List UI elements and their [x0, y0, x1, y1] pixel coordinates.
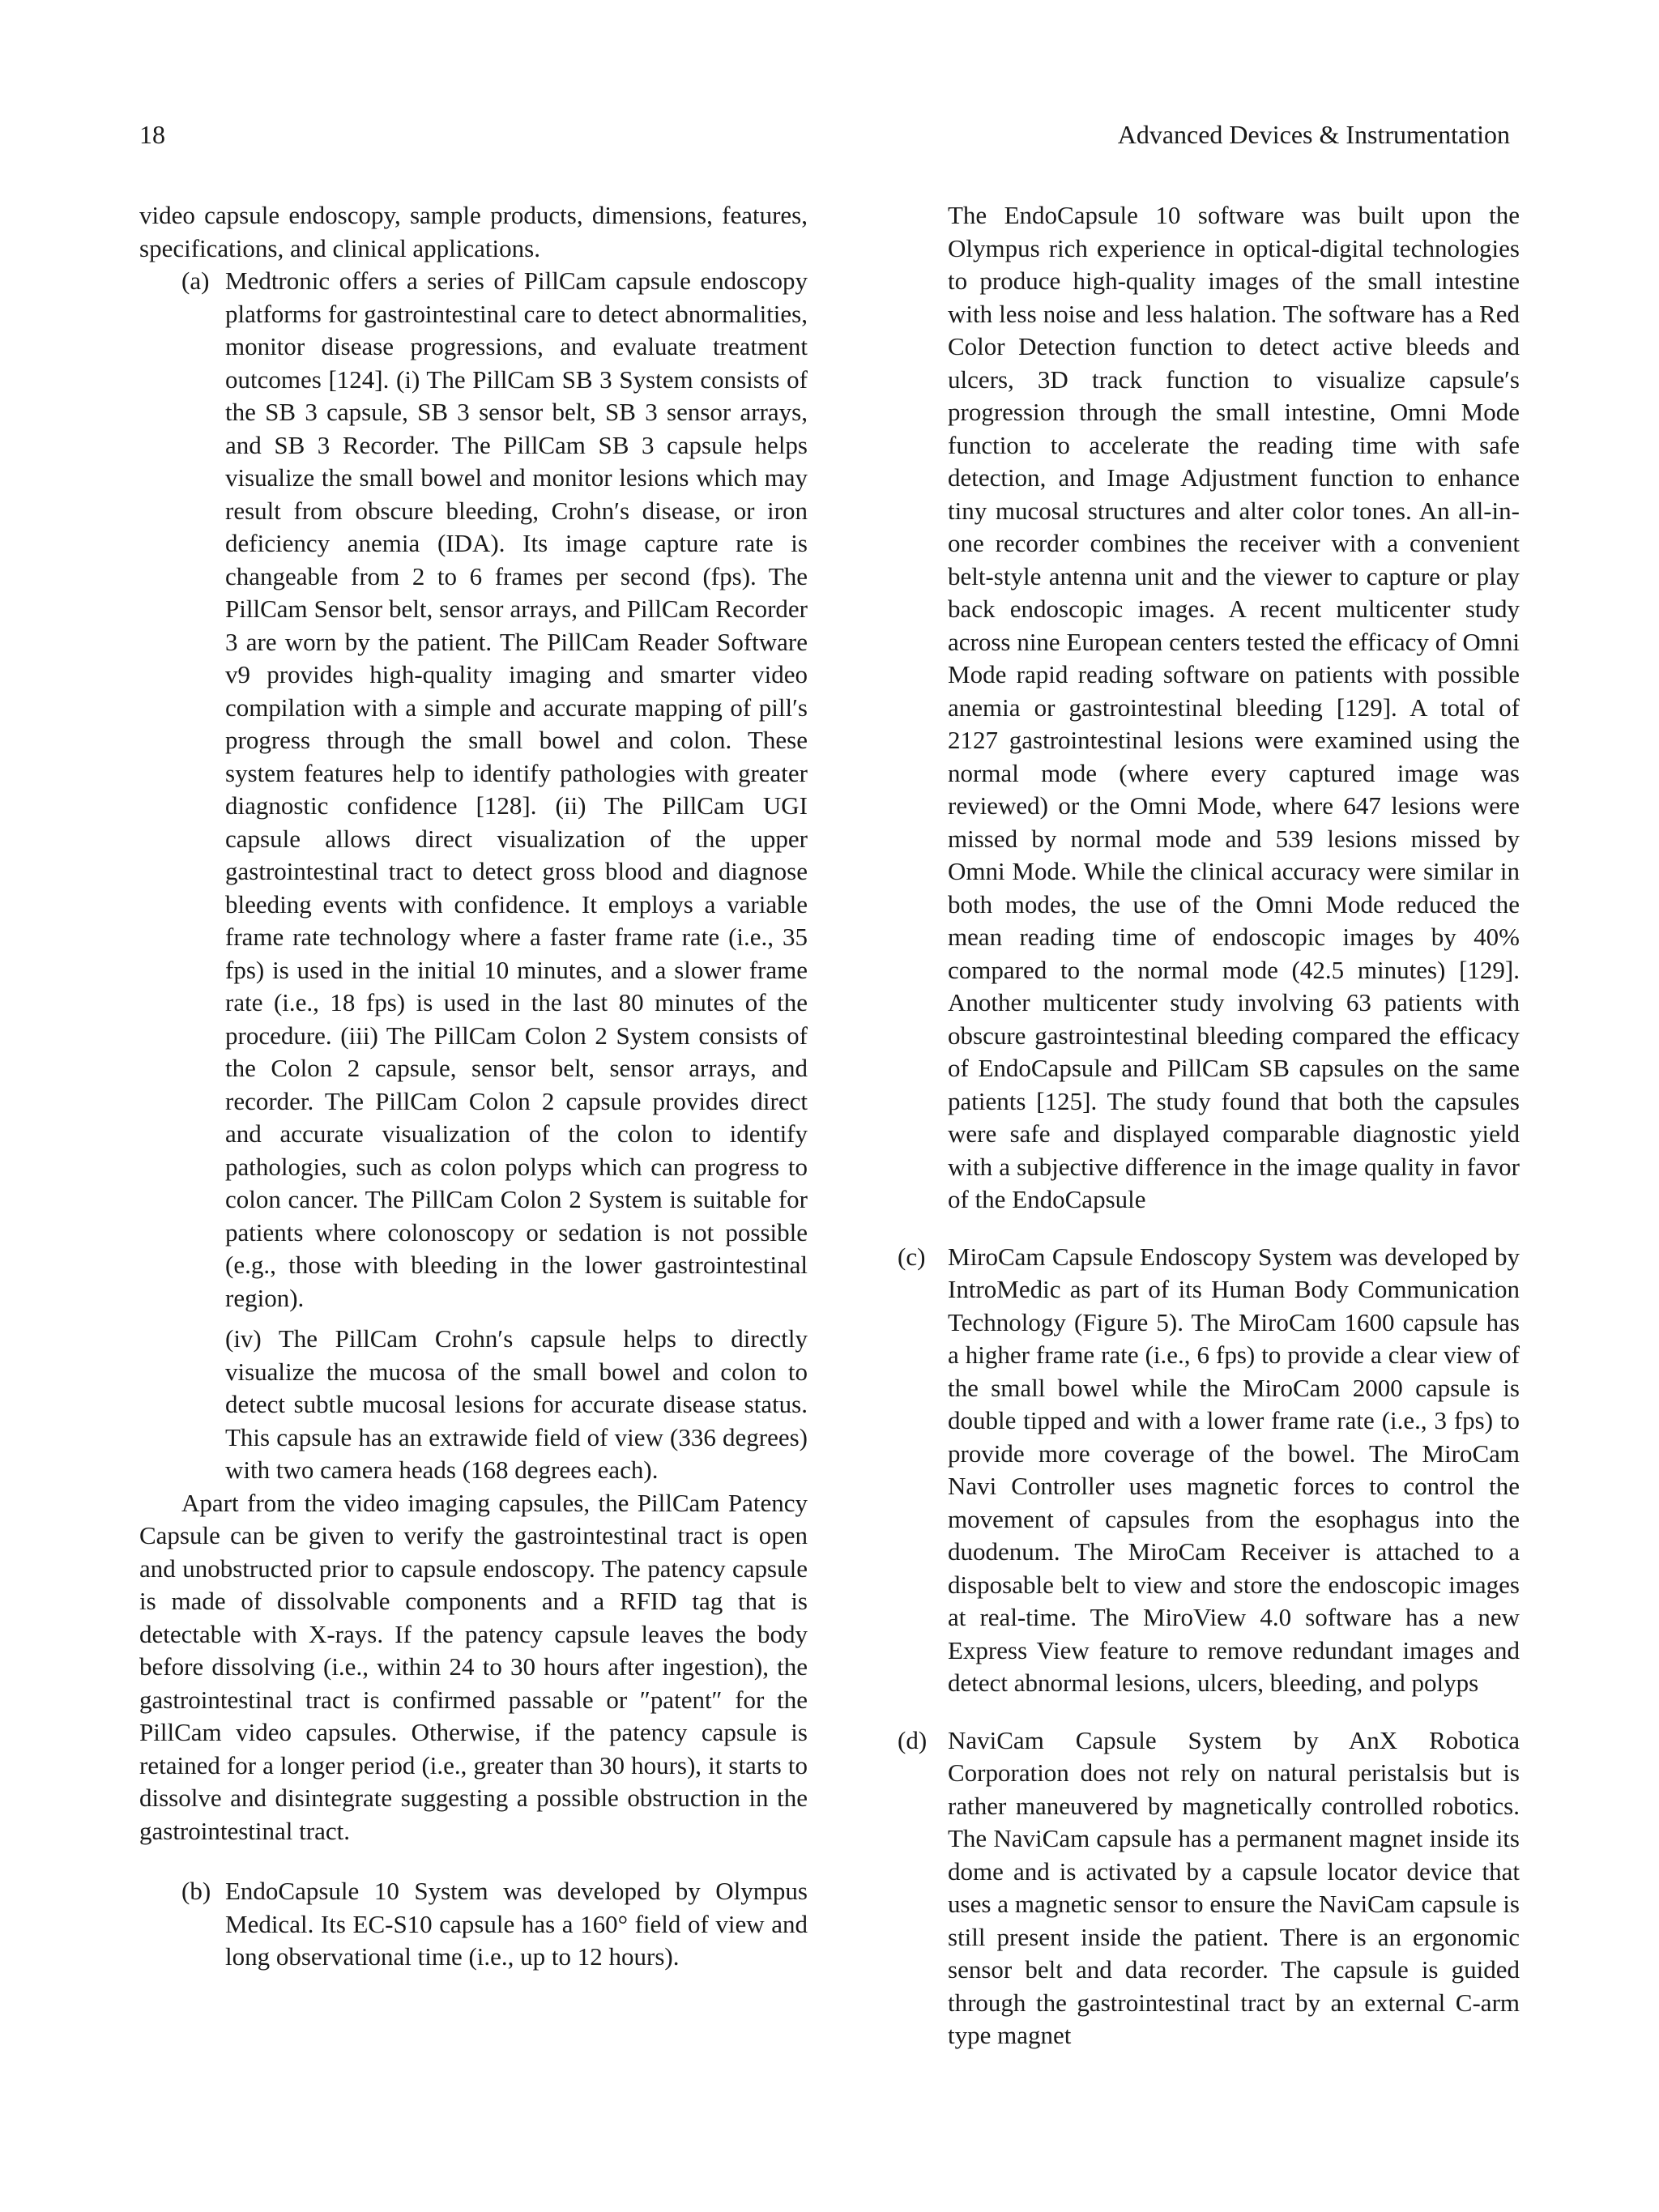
list-item-c: [898, 1241, 1520, 1700]
running-title: Advanced Devices & Instrumentation: [1117, 120, 1510, 149]
list-item-d-text: NaviCam Capsule System by AnX Robotica Corporation does not rely on natural peristalsis but is rather maneuvered by magnetically controlled robotics. The NaviCam capsule has a permanent magnet inside its dome and is activated by a capsule locator device that uses a magnetic sensor to ensure the NaviCam capsule is still present inside the patient. There is an ergonomic sensor belt and data recorder. The capsule is guided through the gastrointestinal tract by an external C-arm type magnet: [948, 1725, 1520, 2049]
list-item-c-text: MiroCam Capsule Endoscopy System was developed by IntroMedic as part of its Human Body Communication Technology (Figure 5). The MiroCam 1600 capsule has a higher frame rate (i.e., 6 fps) to provide a clear view of the small bowel while the MiroCam 2000 capsule is double tipped and with a lower frame rate (i.e., 3 fps) to provide more coverage of the bowel. The MiroCam Navi Controller uses magnetic forces to control the movement of capsules from the esophagus into the duodenum. The MiroCam Receiver is attached to a disposable belt to view and store the endoscopic images at real-time. The MiroView 4.0 software has a new Express View feature to remove redundant images and detect abnormal lesions, ulcers, bleeding, and polyps: [948, 1242, 1520, 1697]
list-label-b: (b): [181, 1877, 211, 1905]
intro-paragraph: video capsule endoscopy, sample products, dimensions, features, specifications, and clinical applications.: [139, 201, 808, 262]
list-item-a-continuation: (iv) The PillCam Crohn′s capsule helps to directly visualize the mucosa of the small bowel and colon to detect subtle mucosal lesions for accurate disease status. This capsule has an extrawide field of view (336 degrees) with two camera heads (168 degrees each).: [225, 1324, 808, 1484]
list-item-b: [139, 1875, 808, 1974]
list-item-a-text: Medtronic offers a series of PillCam capsule endoscopy platforms for gastrointestinal care to detect abnormalities, monitor disease progressions, and evaluate treatment outcomes [124]. (i) The PillCam SB 3 System consists of the SB 3 capsule, SB 3 sensor belt, SB 3 sensor arrays, and SB 3 Recorder. The PillCam SB 3 capsule helps visualize the small bowel and monitor lesions which may result from obscure bleeding, Crohn′s disease, or iron deficiency anemia (IDA). Its image capture rate is changeable from 2 to 6 frames per second (fps). The PillCam Sensor belt, sensor arrays, and PillCam Recorder 3 are worn by the patient. The PillCam Reader Software v9 provides high-quality imaging and smarter video compilation with a simple and accurate mapping of pill′s progress through the small bowel and colon. These system features help to identify pathologies with greater diagnostic confidence [128]. (ii) The PillCam UGI capsule allows direct visualization of the upper gastrointestinal tract to detect gross blood and diagnose bleeding events with confidence. It employs a variable frame rate technology where a faster frame rate (i.e., 35 fps) is used in the initial 10 minutes, and a slower frame rate (i.e., 18 fps) is used in the last 80 minutes of the procedure. (iii) The PillCam Colon 2 System consists of the Colon 2 capsule, sensor belt, sensor arrays, and recorder. The PillCam Colon 2 capsule provides direct and accurate visualization of the colon to identify pathologies, such as colon polyps which can progress to colon cancer. The PillCam Colon 2 System is suitable for patients where colonoscopy or sedation is not possible (e.g., those with bleeding in the lower gastrointestinal region).: [225, 266, 808, 1312]
list-label-c: (c): [898, 1242, 926, 1271]
page-number: 18: [139, 120, 165, 149]
list-item-b-text: EndoCapsule 10 System was developed by Olympus Medical. Its EC-S10 capsule has a 160° field of view and long observational time (i.e., up to 12 hours).: [225, 1877, 808, 1971]
left-column: [139, 199, 808, 1974]
list-label-d: (d): [898, 1725, 928, 1754]
list-item-d: [898, 1724, 1520, 2052]
patency-paragraph: Apart from the video imaging capsules, the PillCam Patency Capsule can be given to verify the gastrointestinal tract is open and unobstructed prior to capsule endoscopy. The patency capsule is made of dissolvable components and a RFID tag that is detectable with X-rays. If the patency capsule leaves the body before dissolving (i.e., within 24 to 30 hours after ingestion), the gastrointestinal tract is confirmed passable or ″patent″ for the PillCam video capsules. Otherwise, if the patency capsule is retained for a longer period (i.e., greater than 30 hours), it starts to dissolve and disintegrate suggesting a possible obstruction in the gastrointestinal tract.: [139, 1488, 808, 1845]
list-item-b-continuation: The EndoCapsule 10 software was built upon the Olympus rich experience in optical-digital technologies to produce high-quality images of the small intestine with less noise and less halation. The software has a Red Color Detection function to detect active bleeds and ulcers, 3D track function to visualize capsule′s progression through the small intestine, Omni Mode function to accelerate the reading time with safe detection, and Image Adjustment function to enhance tiny mucosal structures and alter color tones. An all-in-one recorder combines the receiver with a convenient belt-style antenna unit and the viewer to capture or play back endoscopic images. A recent multicenter study across nine European centers tested the efficacy of Omni Mode rapid reading software on patients with possible anemia or gastrointestinal bleeding [129]. A total of 2127 gastrointestinal lesions were examined using the normal mode (where every captured image was reviewed) or the Omni Mode, where 647 lesions were missed by normal mode and 539 lesions missed by Omni Mode. While the clinical accuracy were similar in both modes, the use of the Omni Mode reduced the mean reading time of endoscopic images by 40% compared to the normal mode (42.5 minutes) [129]. Another multicenter study involving 63 patients with obscure gastrointestinal bleeding compared the efficacy of EndoCapsule and PillCam SB capsules on the same patients [125]. The study found that both the capsules were safe and displayed comparable diagnostic yield with a subjective difference in the image quality in favor of the EndoCapsule: [948, 201, 1520, 1213]
list-label-a: (a): [181, 266, 210, 295]
right-column: [898, 199, 1520, 2052]
list-item-a: [139, 265, 808, 1315]
